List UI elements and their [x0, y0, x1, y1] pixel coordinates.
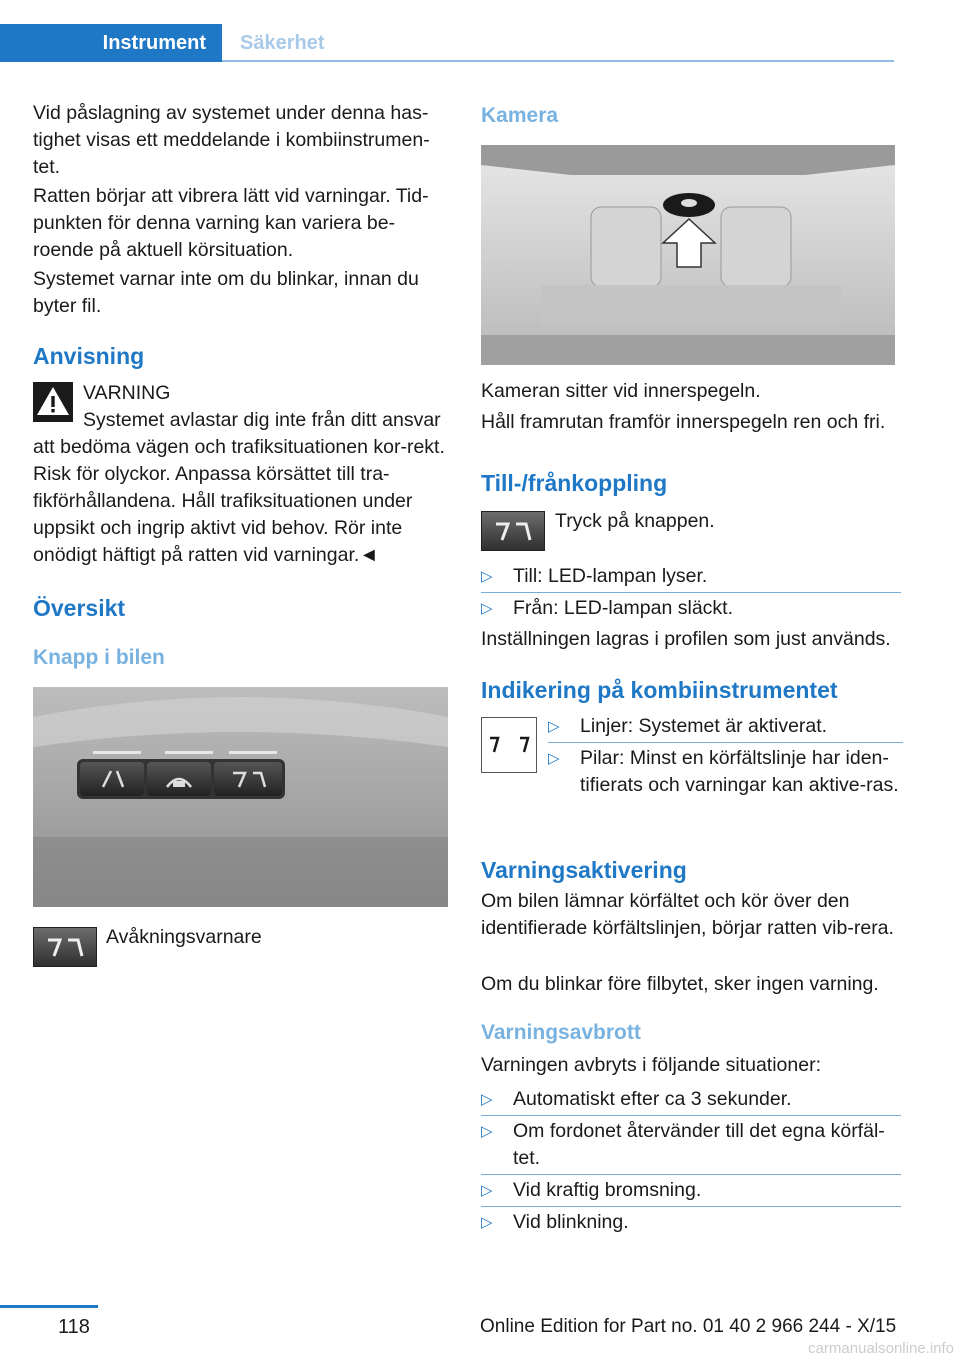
page-number: 118: [58, 1316, 90, 1338]
watermark-text: carmanualsonline.info: [808, 1340, 954, 1357]
list-item: ▷ Automatiskt efter ca 3 sekunder.: [481, 1088, 792, 1110]
list-indikering: [548, 713, 903, 799]
paragraph-activation: Vid påslagning av systemet under denna has-tighet visas ett meddelande i kombiinstrumen-tet.: [33, 102, 430, 178]
list-item: ▷ Från: LED-lampan släckt.: [481, 597, 733, 619]
list-item: ▷ Vid blinkning.: [481, 1211, 629, 1233]
lane-departure-button-icon: [33, 927, 97, 967]
list-item: ▷ Till: LED-lampan lyser.: [481, 565, 708, 587]
paragraph-setting-profile: Inställningen lagras i profilen som just används.: [481, 628, 891, 650]
list-item: ▷ Om fordonet återvänder till det egna körfäl-tet.: [481, 1120, 885, 1169]
camera-photo: [481, 145, 895, 365]
press-button-text: Tryck på knappen.: [555, 510, 715, 532]
warning-text-first: Systemet avlastar dig inte från ditt ansvar: [83, 409, 441, 431]
list-item: ▷ Vid kraftig bromsning.: [481, 1179, 702, 1201]
online-edition-text: Online Edition for Part no. 01 40 2 966 244 - X/15: [480, 1316, 897, 1337]
heading-kamera: Kamera: [481, 104, 559, 127]
warning-text-rest: att bedöma vägen och trafiksituationen kor-rekt. Risk för olyckor. Anpassa körsättet till tra-fikförhållandena. Håll trafiksituationen under uppsikt och ingrip aktivt vid behov. Rör inte onödigt häftigt på ratten vid varningar.◄: [33, 436, 445, 566]
paragraph-activation-blink: Om du blinkar före filbytet, sker ingen varning.: [481, 973, 879, 995]
heading-knapp-i-bilen: Knapp i bilen: [33, 646, 165, 669]
list-item: ▷ Pilar: Minst en körfältslinje har iden-tifierats och varningar kan aktive-ras.: [548, 747, 899, 796]
paragraph-vibration: Ratten börjar att vibrera lätt vid varningar. Tid-punkten för denna varning kan variera be-roende på aktuell körsituation.: [33, 185, 429, 261]
footer-rule: [0, 1305, 98, 1308]
warning-triangle-icon: [33, 382, 73, 422]
paragraph-activation-lane: Om bilen lämnar körfältet och kör över den identifierade körfältslinjen, börjar ratten vib-rera.: [481, 890, 894, 939]
paragraph-blinker: Systemet varnar inte om du blinkar, innan du byter fil.: [33, 268, 419, 317]
list-item: ▷ Linjer: Systemet är aktiverat.: [548, 715, 828, 737]
paragraph-camera-clean: Håll framrutan framför innerspegeln ren och fri.: [481, 411, 886, 433]
list-till: [481, 563, 901, 622]
heading-oversikt: Översikt: [33, 595, 126, 621]
paragraph-camera-location: Kameran sitter vid innerspegeln.: [481, 380, 761, 402]
lane-departure-button-icon: [481, 511, 545, 551]
tab-instrument[interactable]: Instrument: [0, 24, 222, 62]
tab-sakerhet[interactable]: Säkerhet: [222, 24, 894, 62]
warning-title: VARNING: [83, 382, 171, 404]
button-label: Avåkningsvarnare: [106, 926, 262, 948]
heading-indikering: Indikering på kombiinstrumentet: [481, 677, 838, 703]
heading-varningsavbrott: Varningsavbrott: [481, 1021, 641, 1044]
lane-lines-indicator-icon: [481, 717, 537, 773]
paragraph-interrupt-intro: Varningen avbryts i följande situationer:: [481, 1054, 822, 1076]
heading-varningsaktivering: Varningsaktivering: [481, 857, 687, 883]
heading-till-frankoppling: Till-/frånkoppling: [481, 470, 668, 496]
heading-anvisning: Anvisning: [33, 343, 145, 369]
list-avbrott: [481, 1086, 901, 1236]
button-panel-photo: [33, 687, 448, 907]
